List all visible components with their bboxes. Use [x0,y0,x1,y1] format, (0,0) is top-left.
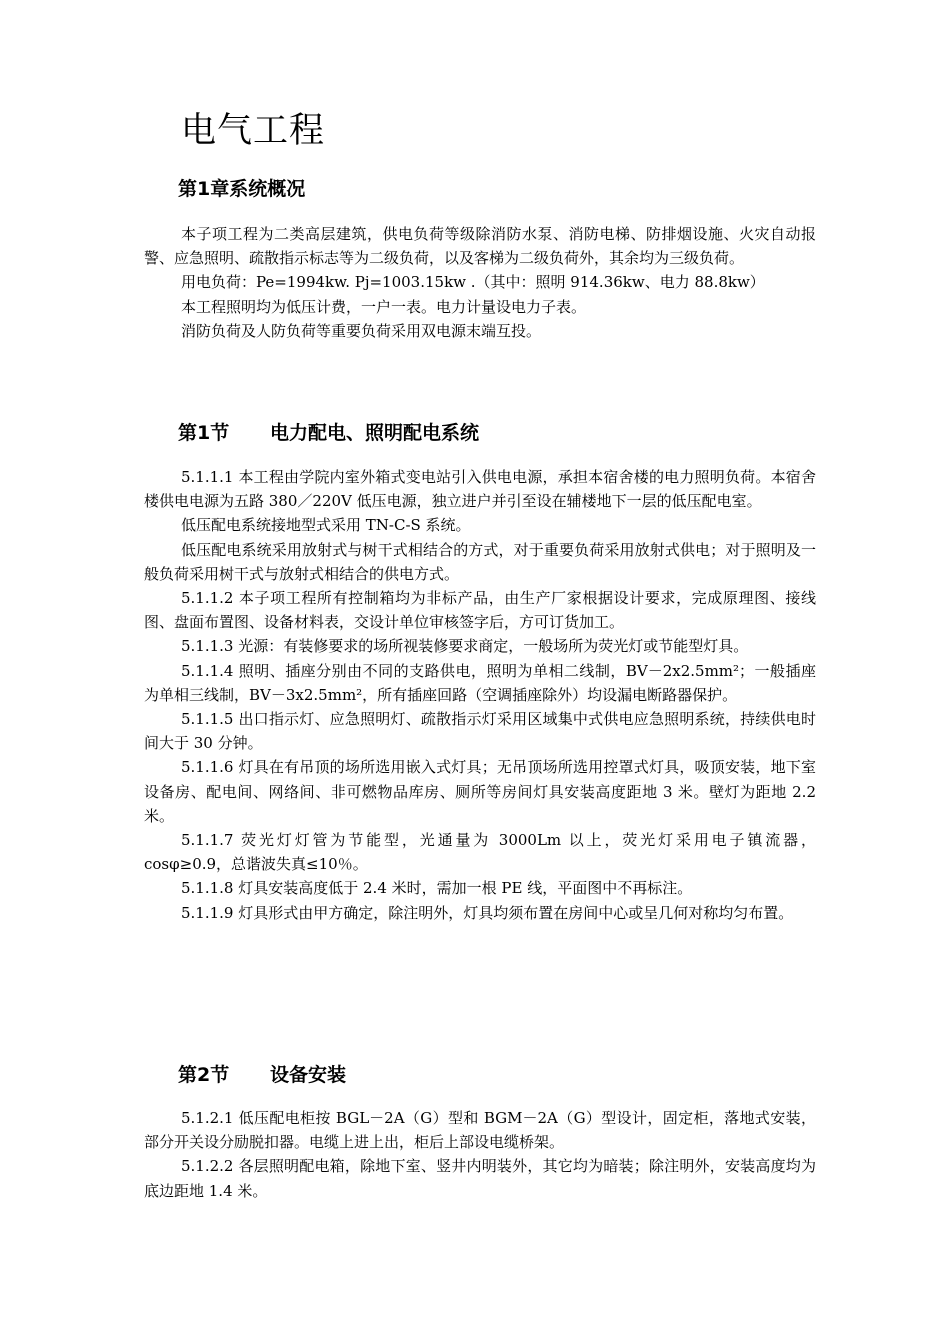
section-2-title: 设备安装 [270,1064,347,1086]
overview-block [144,222,816,343]
section-1-paragraph: 5.1.1.1 本工程由学院内室外箱式变电站引入供电电源，承担本宿舍楼的电力照明负荷。本宿舍楼供电电源为五路 380／220V 低压电源，独立进户并引至设在辅楼地下一层的低压配电室。 [144,468,816,511]
document-title: 电气工程 [181,111,326,151]
section-1-heading [178,418,479,445]
overview-paragraph: 用电负荷：Pe=1994kw. Pj=1003.15kw .（其中：照明 914.36kw、电力 88.8kw） [181,273,765,292]
section-1-paragraph: 5.1.1.4 照明、插座分别由不同的支路供电，照明为单相二线制，BV－2x2.5mm²；一般插座为单相三线制，BV－3x2.5mm²，所有插座回路（空调插座除外）均设漏电断路器保护。 [144,661,816,704]
section-1-paragraph: 5.1.1.6 灯具在有吊顶的场所选用嵌入式灯具；无吊顶场所选用控罩式灯具，吸顶安装，地下室设备房、配电间、网络间、非可燃物品库房、厕所等房间灯具安装高度距地 3 米。壁灯为距地 2.2 米。 [144,758,816,825]
section-1-paragraph: 5.1.1.7 荧光灯灯管为节能型，光通量为 3000Lm 以上，荧光灯采用电子镇流器，cosφ≥0.9，总谐波失真≤10％。 [144,831,816,874]
section-1-paragraph: 低压配电系统接地型式采用 TN-C-S 系统。 [181,516,471,535]
section-1-body [144,465,816,925]
overview-paragraph: 消防负荷及人防负荷等重要负荷采用双电源末端互投。 [181,321,542,340]
overview-paragraph: 本工程照明均为低压计费，一户一表。电力计量设电力子表。 [181,297,587,316]
section-1-paragraph: 5.1.1.8 灯具安装高度低于 2.4 米时，需加一根 PE 线，平面图中不再标注。 [181,879,693,898]
section-1-paragraph: 5.1.1.5 出口指示灯、应急照明灯、疏散指示灯采用区域集中式供电应急照明系统，持续供电时间大于 30 分钟。 [144,710,816,753]
section-2-paragraph: 5.1.2.1 低压配电柜按 BGL－2A（G）型和 BGM－2A（G）型设计，固定柜，落地式安装，部分开关设分励脱扣器。电缆上进上出，柜后上部设电缆桥架。 [144,1109,816,1152]
section-1-paragraph: 5.1.1.3 光源：有装修要求的场所视装修要求商定，一般场所为荧光灯或节能型灯具。 [181,637,749,656]
section-1-number: 第1节 [178,422,230,444]
overview-paragraph: 本子项工程为二类高层建筑，供电负荷等级除消防水泵、消防电梯、防排烟设施、火灾自动报警、应急照明、疏散指示标志等为二级负荷，以及客梯为二级负荷外，其余均为三级负荷。 [144,225,816,268]
section-1-paragraph: 5.1.1.9 灯具形式由甲方确定，除注明外，灯具均须布置在房间中心或呈几何对称均匀布置。 [181,903,794,922]
section-2-heading [178,1060,346,1087]
section-1-paragraph: 5.1.1.2 本子项工程所有控制箱均为非标产品，由生产厂家根据设计要求，完成原理图、接线图、盘面布置图、设备材料表，交设计单位审核签字后，方可订货加工。 [144,589,816,632]
section-2-number: 第2节 [178,1064,230,1086]
section-1-title: 电力配电、照明配电系统 [270,422,480,444]
section-1-paragraph: 低压配电系统采用放射式与树干式相结合的方式，对于重要负荷采用放射式供电；对于照明及一般负荷采用树干式与放射式相结合的供电方式。 [144,540,816,583]
section-2-body [144,1106,816,1203]
chapter-heading: 第1章系统概况 [178,178,306,200]
section-2-paragraph: 5.1.2.2 各层照明配电箱，除地下室、竖井内明装外，其它均为暗装；除注明外，安装高度均为底边距地 1.4 米。 [144,1157,816,1200]
